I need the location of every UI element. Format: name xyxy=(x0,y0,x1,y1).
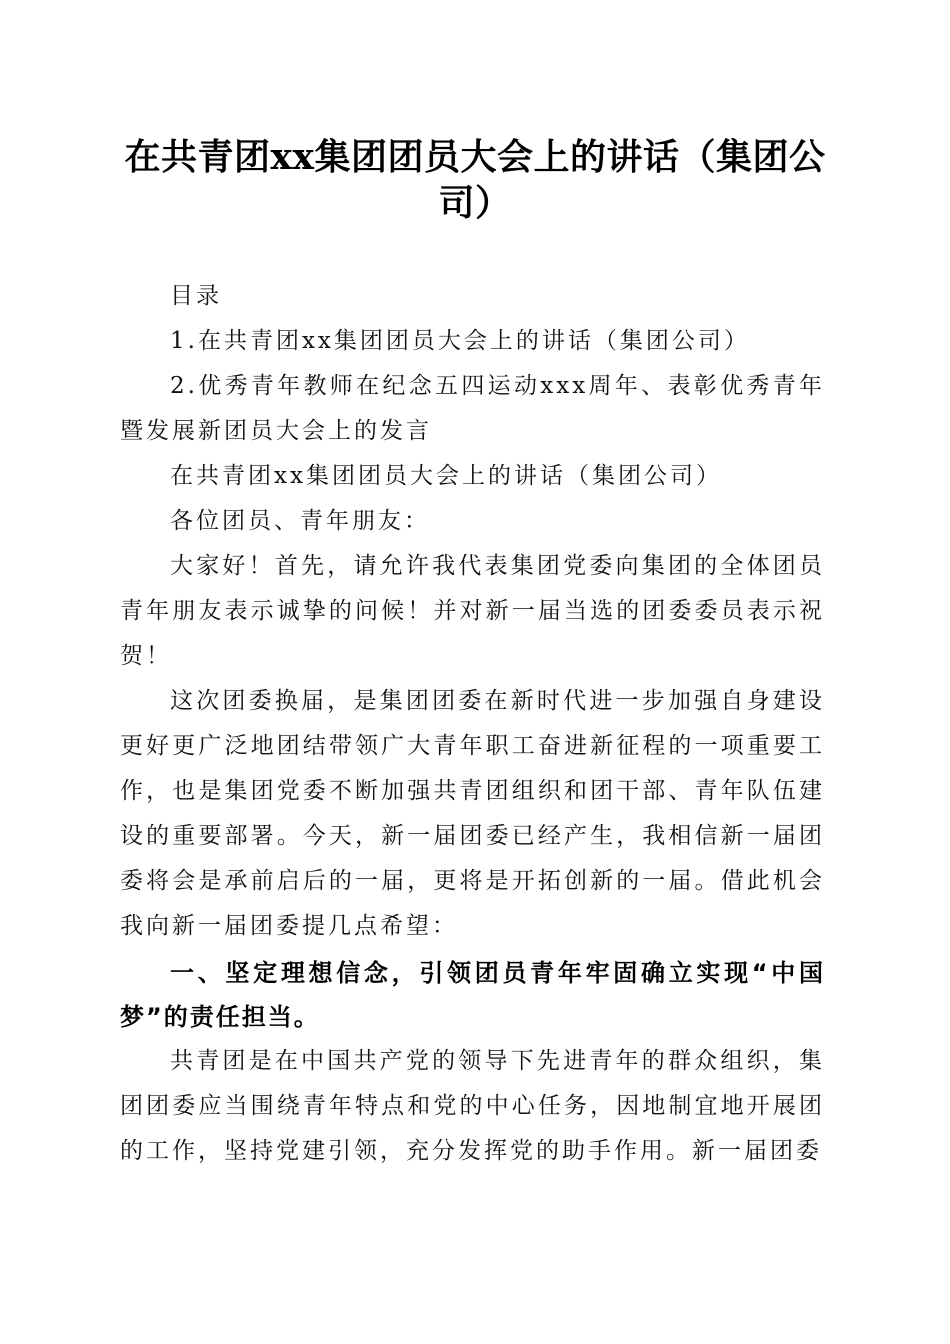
body-paragraph: 共青团是在中国共产党的领导下先进青年的群众组织，集团团委应当围绕青年特点和党的中心任务，因地制宜地开展团的工作，坚持党建引领，充分发挥党的助手作用。新一届团委 xyxy=(120,1048,825,1164)
toc-heading: 目录 xyxy=(170,283,222,309)
document-title: 在共青团xx集团团员大会上的讲话（集团公司） xyxy=(124,136,826,224)
toc-item-2: 2.优秀青年教师在纪念五四运动xxx周年、表彰优秀青年暨发展新团员大会上的发言 xyxy=(120,373,825,444)
toc-item-1: 1.在共青团xx集团团员大会上的讲话（集团公司） xyxy=(170,328,750,354)
body-paragraph: 大家好！首先，请允许我代表集团党委向集团的全体团员青年朋友表示诚挚的问候！并对新一届当选的团委委员表示祝贺！ xyxy=(120,553,825,669)
document-body xyxy=(120,274,825,1174)
section-title: 在共青团xx集团团员大会上的讲话（集团公司） xyxy=(170,463,722,489)
salutation: 各位团员、青年朋友： xyxy=(170,508,430,534)
section-heading-1: 一、坚定理想信念，引领团员青年牢固确立实现“中国梦”的责任担当。 xyxy=(120,959,825,1031)
body-paragraph: 这次团委换届，是集团团委在新时代进一步加强自身建设更好更广泛地团结带领广大青年职工奋进新征程的一项重要工作，也是集团党委不断加强共青团组织和团干部、青年队伍建设的重要部署。今天，新一届团委已经产生，我相信新一届团委将会是承前启后的一届，更将是开拓创新的一届。借此机会我向新一届团委提几点希望： xyxy=(120,688,825,939)
